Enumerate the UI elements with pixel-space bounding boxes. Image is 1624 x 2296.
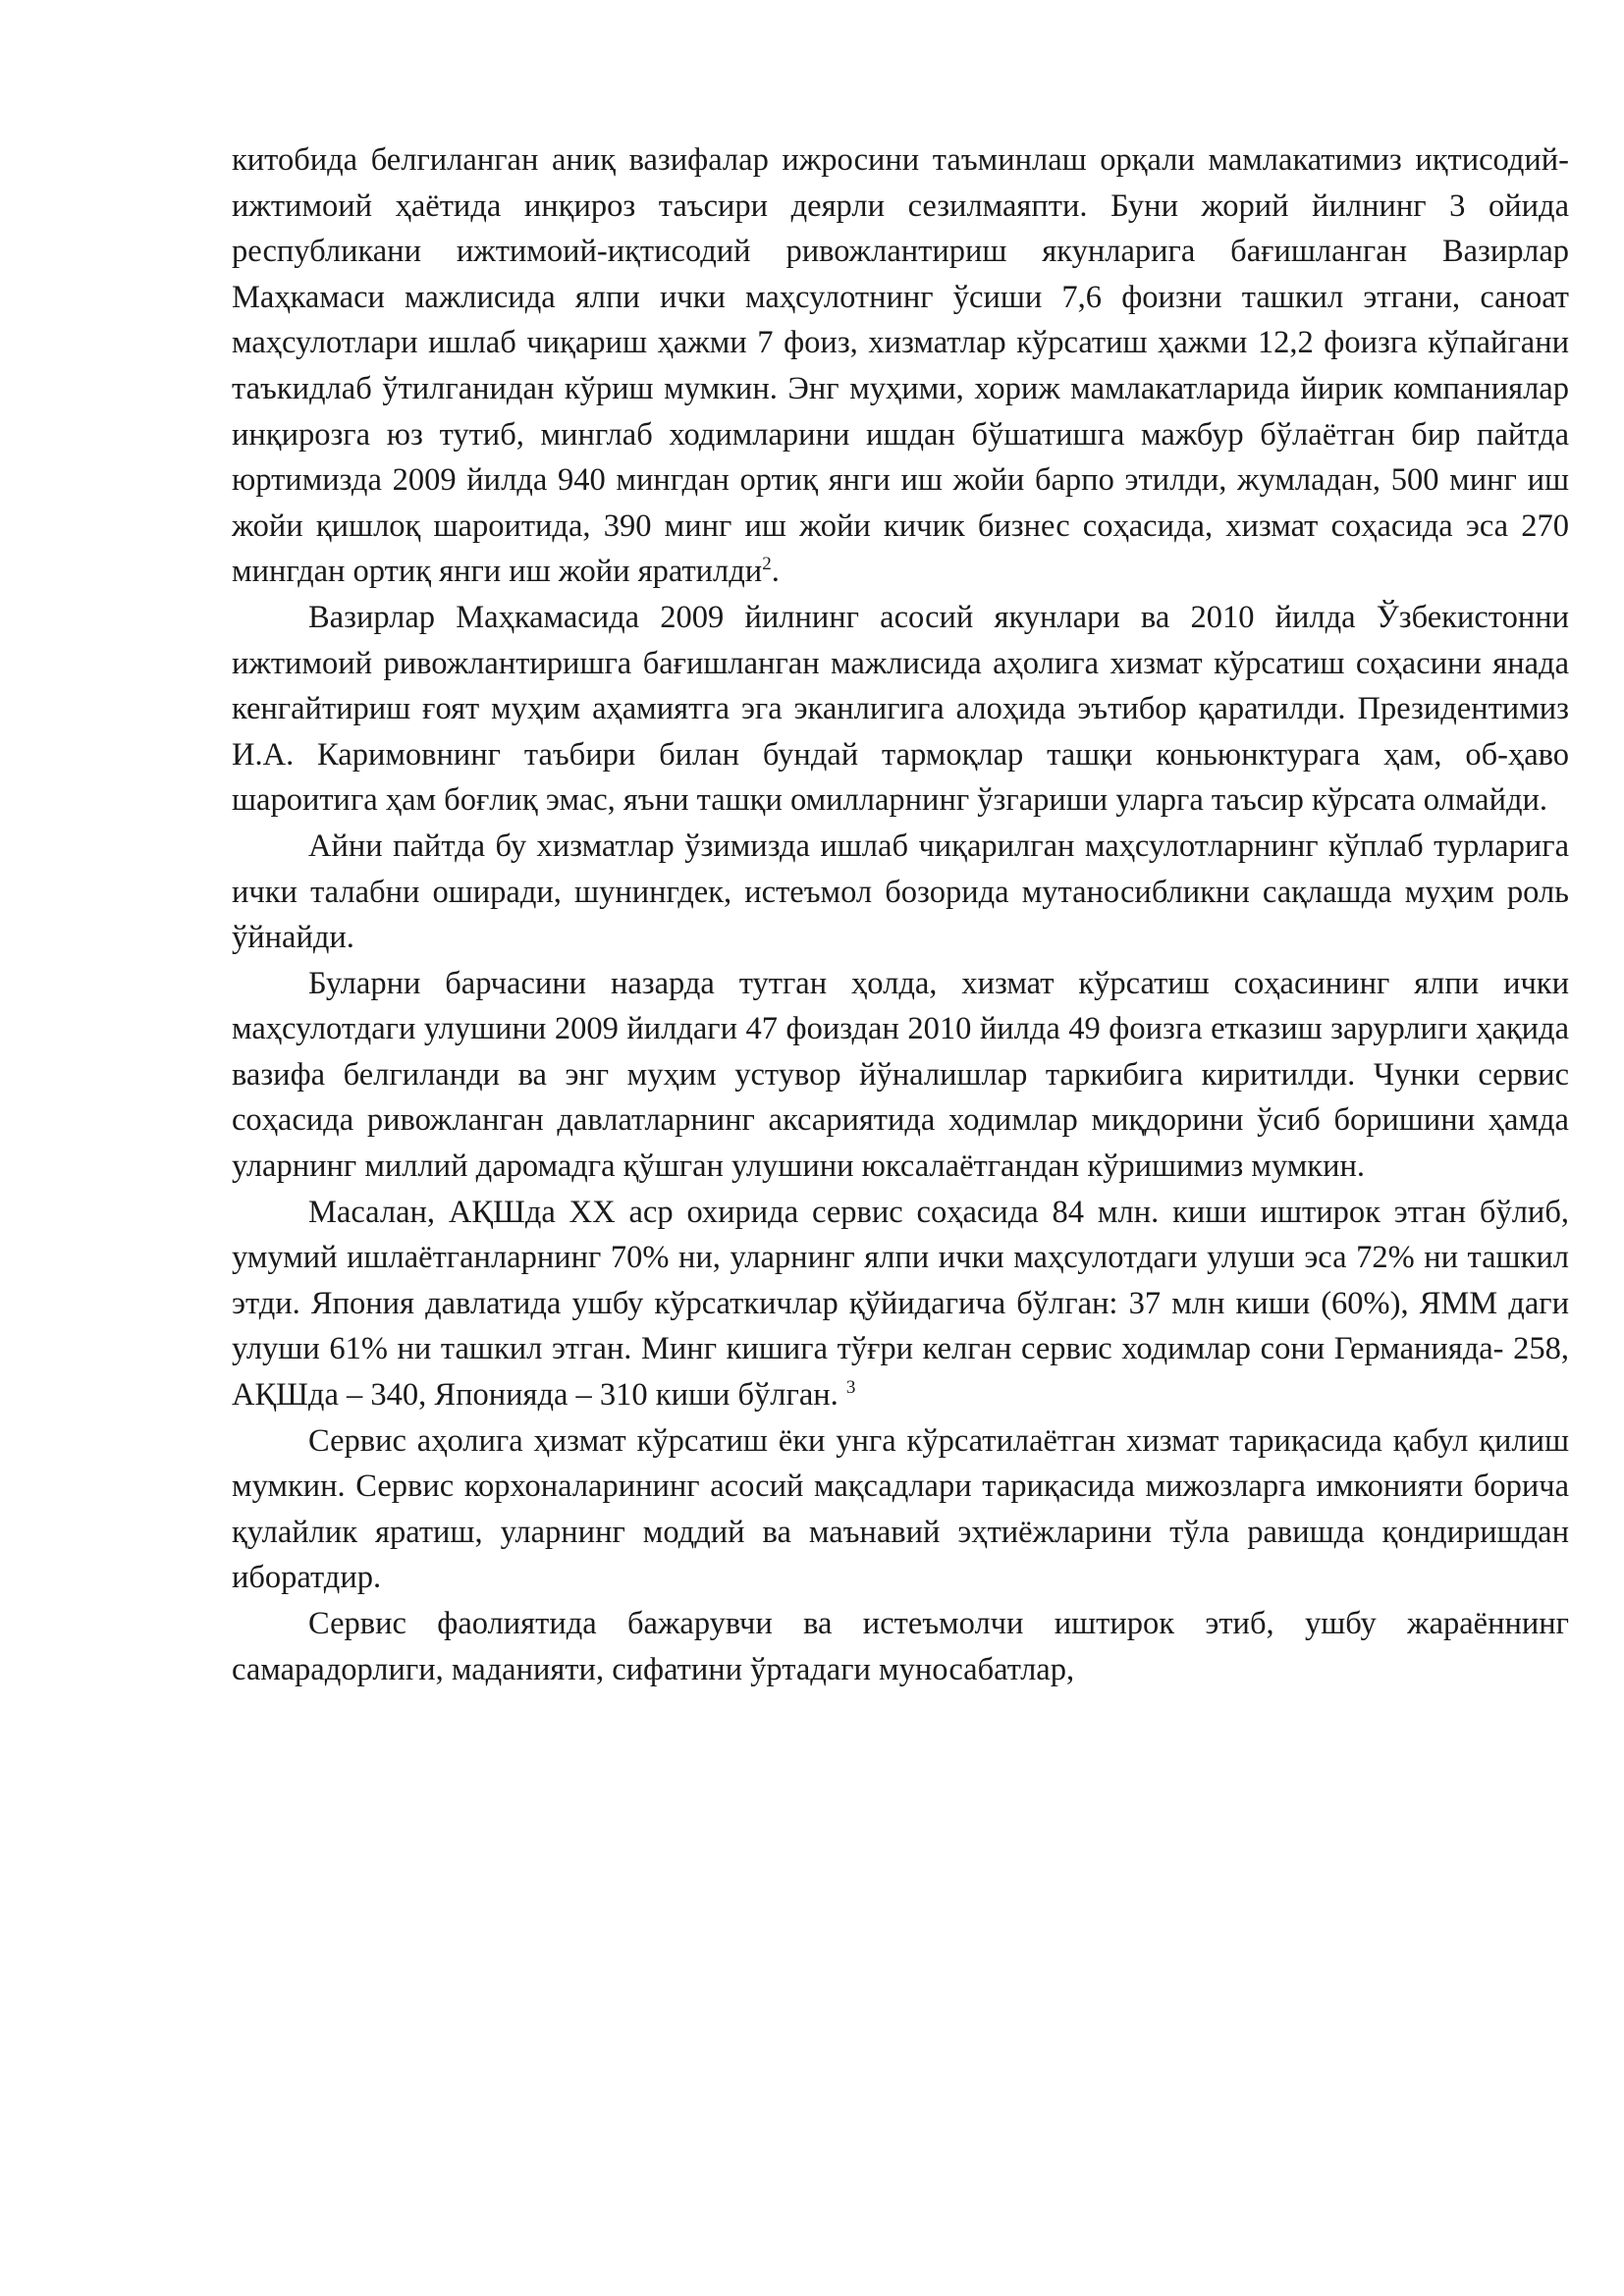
paragraph-6-text: Сервис аҳолига ҳизмат кўрсатиш ёки унга кўрсатилаётган хизмат тариқасида қабул қилиш мумкин. Сервис корхоналарининг асосий мақсадлари тариқасида мижозларга имконияти борича қулайлик яратиш, уларнинг моддий ва маънавий эҳтиёжларини тўла равишда қондиришдан иборатдир. [232, 1422, 1569, 1596]
paragraph-1-text: китобида белгиланган аниқ вазифалар ижросини таъминлаш орқали мамлакатимиз иқтисодий-ижтимоий ҳаётида инқироз таъсири деярли сезилмаяпти. Буни жорий йилнинг 3 ойида республикани ижтимоий-иқтисодий ривожлантириш якунларига бағишланган Вазирлар Маҳкамаси мажлисида ялпи ички маҳсулотнинг ўсиши 7,6 фоизни ташкил этгани, саноат маҳсулотлари ишлаб чиқариш ҳажми 7 фоиз, хизматлар кўрсатиш ҳажми 12,2 фоизга кўпайгани таъкидлаб ўтилганидан кўриш мумкин. Энг муҳими, хориж мамлакатларида йирик компаниялар инқирозга юз тутиб, минглаб ходимларини ишдан бўшатишга мажбур бўлаётган бир пайтда юртимизда 2009 йилда 940 мингдан ортиқ янги иш жойи барпо этилди, жумладан, 500 минг иш жойи қишлоқ шароитида, 390 минг иш жойи кичик бизнес соҳасида, хизмат соҳасида эса 270 мингдан ортиқ янги иш жойи яратилди [232, 142, 1569, 590]
paragraph-3-text: Айни пайтда бу хизматлар ўзимизда ишлаб чиқарилган маҳсулотларнинг кўплаб турларига ички талабни оширади, шунингдек, истеъмол бозорида мутаносибликни сақлашда муҳим роль ўйнайди. [232, 828, 1569, 956]
paragraph-7 [232, 1601, 1569, 1692]
paragraph-1 [232, 137, 1569, 595]
paragraph-3 [232, 824, 1569, 961]
paragraph-5 [232, 1190, 1569, 1418]
paragraph-7-text: Сервис фаолиятида бажарувчи ва истеъмолчи иштирок этиб, ушбу жараённинг самарадорлиги, маданияти, сифатини ўртадаги муносабатлар, [232, 1606, 1569, 1687]
paragraph-5-text: Масалан, АҚШда ХХ аср охирида сервис соҳасида 84 млн. киши иштирок этган бўлиб, умумий ишлаётганларнинг 70% ни, уларнинг ялпи ички маҳсулотдаги улуши эса 72% ни ташкил этди. Япония давлатида ушбу кўрсаткичлар қўйидагича бўлган: 37 млн киши (60%), ЯММ даги улуши 61% ни ташкил этган. Минг кишига тўғри келган сервис ходимлар сони Германияда- 258, АҚШда – 340, Японияда – 310 киши бўлган. [232, 1194, 1569, 1414]
paragraph-4 [232, 961, 1569, 1190]
footnote-ref-3: 3 [845, 1377, 856, 1399]
paragraph-2 [232, 595, 1569, 824]
paragraph-4-text: Буларни барчасини назарда тутган ҳолда, хизмат кўрсатиш соҳасининг ялпи ички маҳсулотдаги улушини 2009 йилдаги 47 фоиздан 2010 йилда 49 фоизга етказиш зарурлиги ҳақида вазифа белгиланди ва энг муҳим устувор йўналишлар таркибига киритилди. Чунки сервис соҳасида ривожланган давлатларнинг аксариятида ходимлар миқдорини ўсиб боришини ҳамда уларнинг миллий даромадга қўшган улушини юксалаётгандан кўришимиз мумкин. [232, 965, 1569, 1185]
footnote-ref-2: 2 [762, 554, 772, 575]
paragraph-6 [232, 1418, 1569, 1601]
paragraph-2-text: Вазирлар Маҳкамасида 2009 йилнинг асосий якунлари ва 2010 йилда Ўзбекистонни ижтимоий ривожлантиришга бағишланган мажлисида аҳолига хизмат кўрсатиш соҳасини янада кенгайтириш ғоят муҳим аҳамиятга эга эканлигига алоҳида эътибор қаратилди. Президентимиз И.А. Каримовнинг таъбири билан бундай тармоқлар ташқи коньюнктурага ҳам, об-ҳаво шароитига ҳам боғлиқ эмас, яъни ташқи омилларнинг ўзгариши уларга таъсир кўрсата олмайди. [232, 599, 1569, 819]
document-page [232, 137, 1569, 1692]
paragraph-1-tail: . [771, 554, 780, 590]
